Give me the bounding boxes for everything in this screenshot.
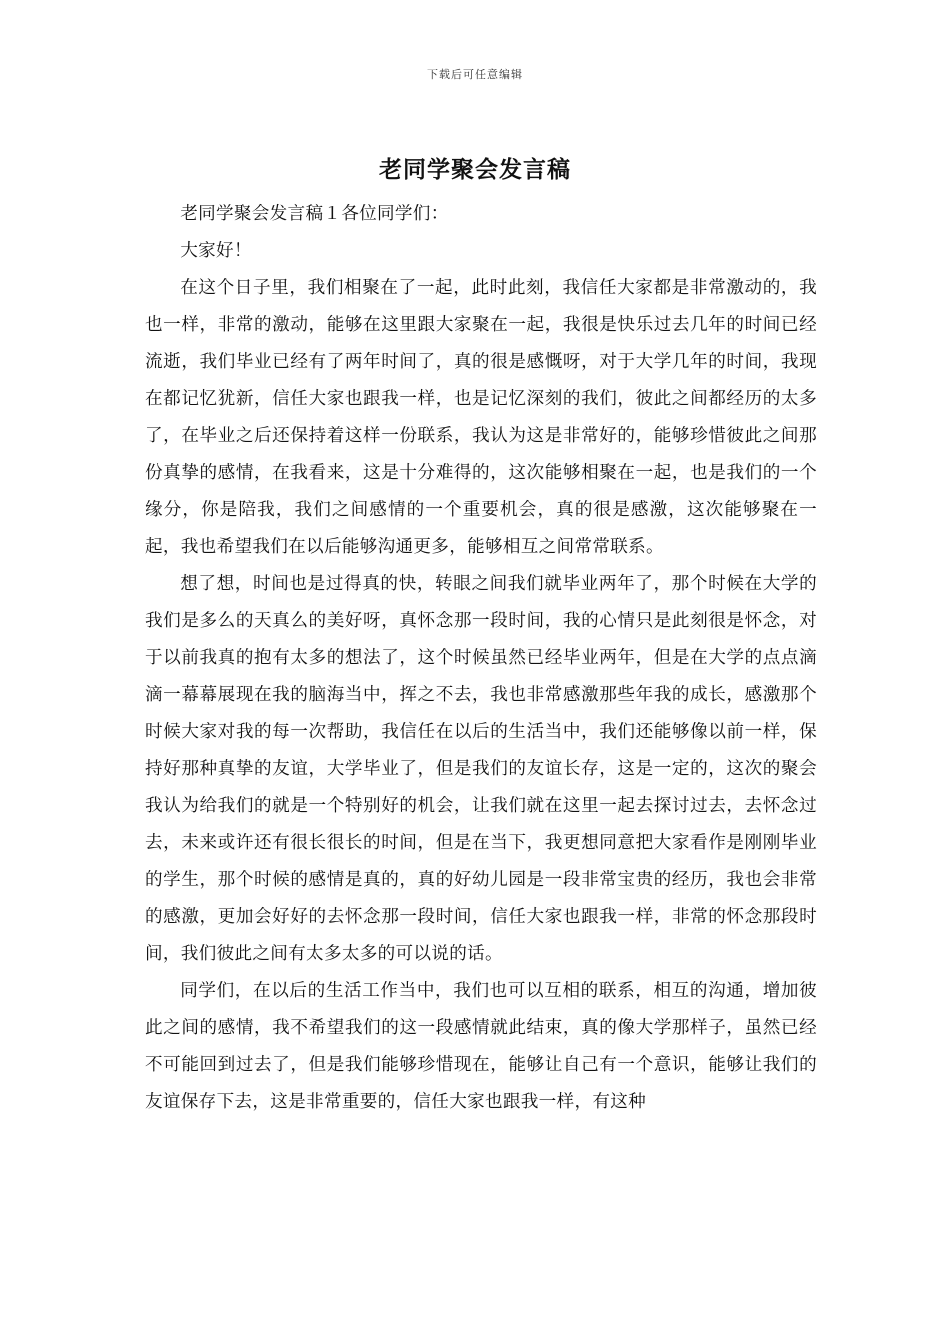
document-title: 老同学聚会发言稿 — [379, 156, 571, 183]
paragraph-3: 同学们，在以后的生活工作当中，我们也可以互相的联系，相互的沟通，增加彼此之间的感情，我不希望我们的这一段感情就此结束，真的像大学那样子，虽然已经不可能回到过去了，但是我们能够珍惜现在，能够让自己有一个意识，能够让我们的友谊保存下去，这是非常重要的，信任大家也跟我一样，有这种 — [145, 981, 817, 1112]
paragraph-1: 在这个日子里，我们相聚在了一起，此时此刻，我信任大家都是非常激动的，我也一样，非常的激动，能够在这里跟大家聚在一起，我很是快乐过去几年的时间已经流逝，我们毕业已经有了两年时间了，真的很是感慨呀，对于大学几年的时间，我现在都记忆犹新，信任大家也跟我一样，也是记忆深刻的我们，彼此之间都经历的太多了，在毕业之后还保持着这样一份联系，我认为这是非常好的，能够珍惜彼此之间那份真挚的感情，在我看来，这是十分难得的，这次能够相聚在一起，也是我们的一个缘分，你是陪我，我们之间感情的一个重要机会，真的很是感激，这次能够聚在一起，我也希望我们在以后能够沟通更多，能够相互之间常常联系。 — [145, 278, 817, 557]
greeting-line: 大家好！ — [180, 241, 252, 261]
paragraph-2: 想了想，时间也是过得真的快，转眼之间我们就毕业两年了，那个时候在大学的我们是多么的天真么的美好呀，真怀念那一段时间，我的心情只是此刻很是怀念，对于以前我真的抱有太多的想法了，这个时候虽然已经毕业两年，但是在大学的点点滴滴一幕幕展现在我的脑海当中，挥之不去，我也非常感激那些年我的成长，感激那个时候大家对我的每一次帮助，我信任在以后的生活当中，我们还能够像以前一样，保持好那种真挚的友谊，大学毕业了，但是我们的友谊长存，这是一定的，这次的聚会我认为给我们的就是一个特别好的机会，让我们就在这里一起去探讨过去，去怀念过去，未来或许还有很长很长的时间，但是在当下，我更想同意把大家看作是刚刚毕业的学生，那个时候的感情是真的，真的好幼儿园是一段非常宝贵的经历，我也会非常的感激，更加会好好的去怀念那一段时间，信任大家也跟我一样，非常的怀念那段时间，我们彼此之间有太多太多的可以说的话。 — [145, 574, 817, 964]
download-note: 下载后可任意编辑 — [427, 68, 523, 81]
document-body — [145, 196, 817, 1121]
opening-line: 老同学聚会发言稿１各位同学们： — [180, 204, 449, 224]
